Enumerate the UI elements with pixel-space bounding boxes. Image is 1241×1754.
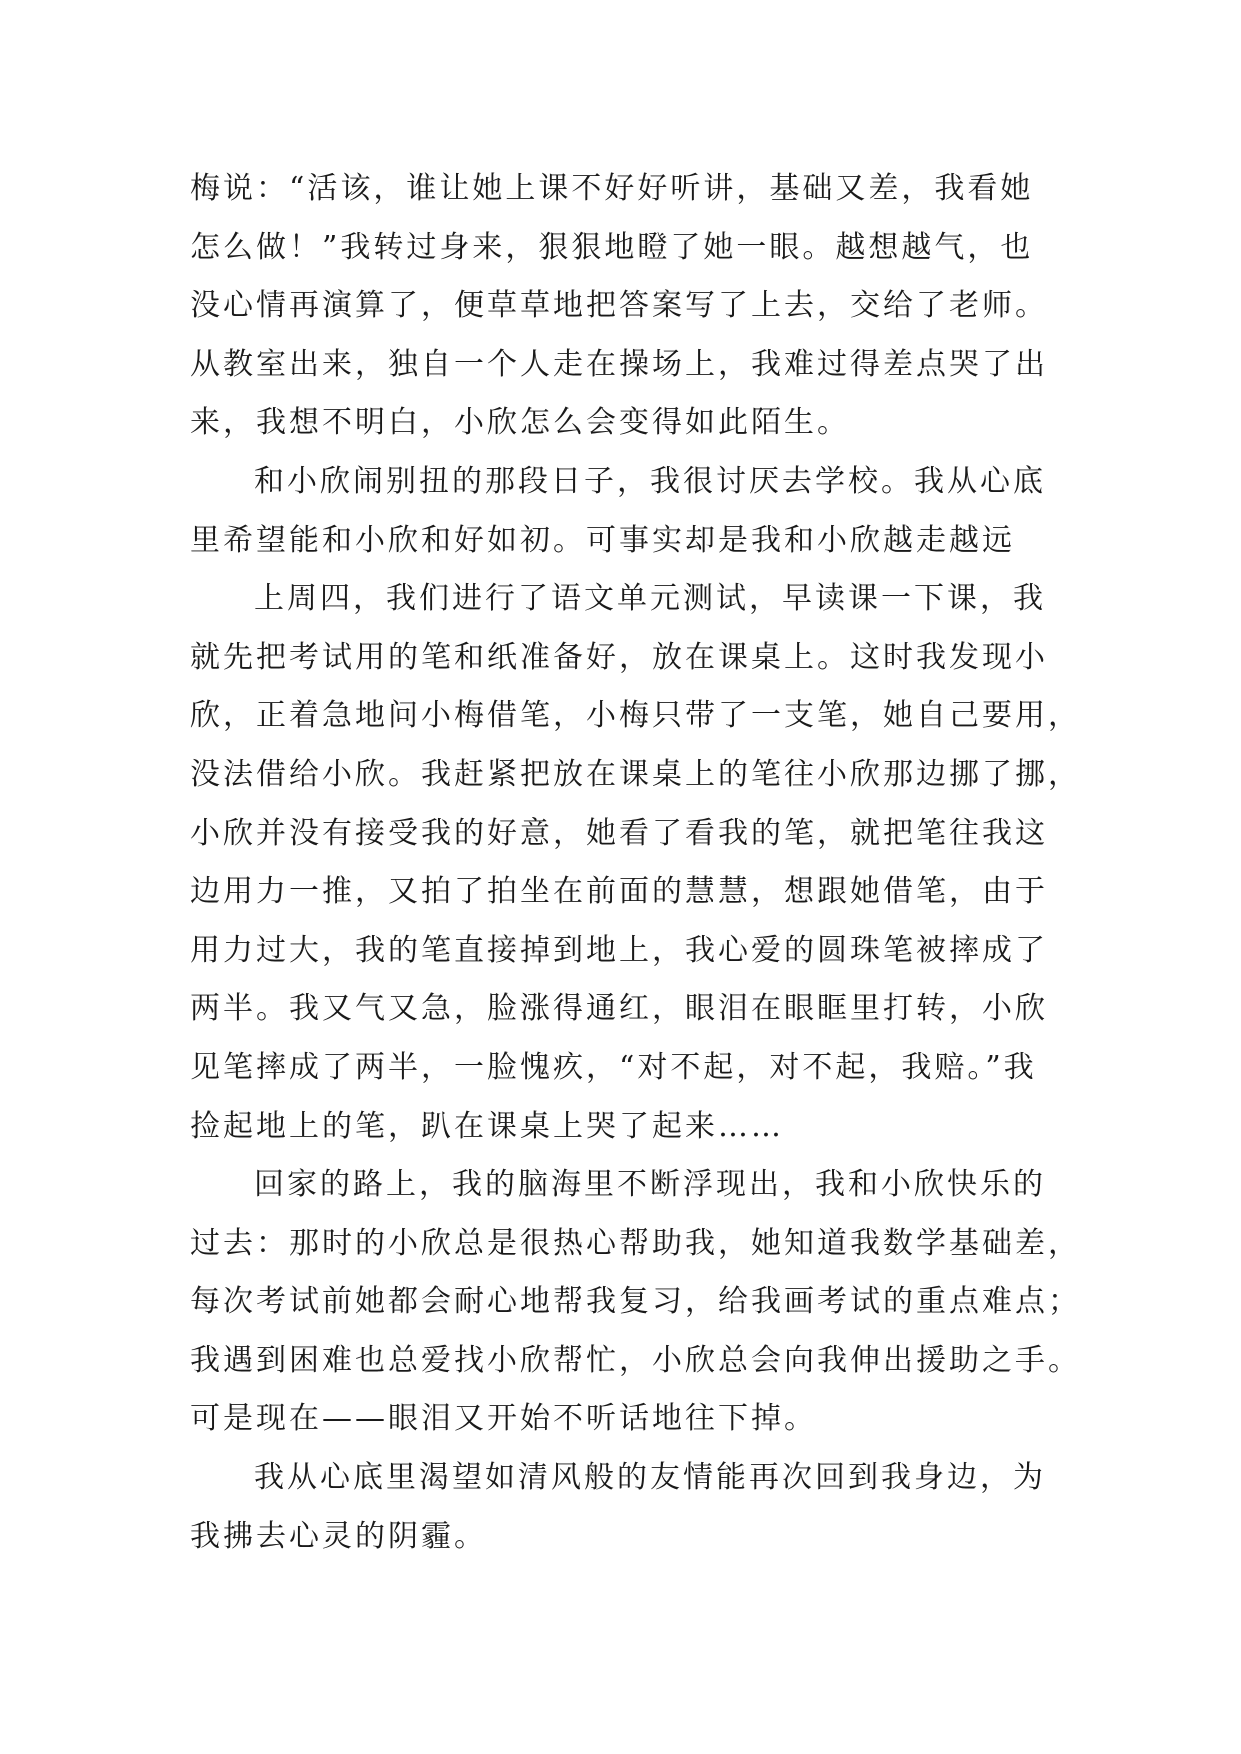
paragraph-first-line: 上周四，我们进行了语文单元测试，早读课一下课，我 (254, 581, 1046, 617)
paragraph-first-line: 回家的路上，我的脑海里不断浮现出，我和小欣快乐的 (254, 1167, 1046, 1203)
text-line: 小欣并没有接受我的好意，她看了看我的笔，就把笔往我这 (190, 815, 1048, 851)
text-line: 我拂去心灵的阴霾。 (190, 1518, 487, 1554)
paragraph-first-line: 和小欣闹别扭的那段日子，我很讨厌去学校。我从心底 (254, 463, 1046, 499)
text-line: 两半。我又气又急，脸涨得通红，眼泪在眼眶里打转，小欣 (190, 991, 1048, 1027)
text-line: 没心情再演算了，便草草地把答案写了上去，交给了老师。 (190, 288, 1048, 324)
essay-body (190, 160, 1081, 1566)
text-line: 梅说：“活该，谁让她上课不好好听讲，基础又差，我看她 (190, 171, 1034, 206)
text-line: 怎么做！”我转过身来，狠狠地瞪了她一眼。越想越气，也 (190, 229, 1034, 265)
text-line: 就先把考试用的笔和纸准备好，放在课桌上。这时我发现小 (190, 639, 1048, 675)
text-line: 每次考试前她都会耐心地帮我复习，给我画考试的重点难点； (190, 1284, 1081, 1320)
text-line: 我遇到困难也总爱找小欣帮忙，小欣总会向我伸出援助之手。 (190, 1342, 1081, 1378)
text-line: 里希望能和小欣和好如初。可事实却是我和小欣越走越远 (190, 522, 1015, 558)
text-line: 捡起地上的笔，趴在课桌上哭了起来…… (190, 1108, 784, 1144)
paragraph-first-line: 我从心底里渴望如清风般的友情能再次回到我身边，为 (254, 1460, 1046, 1496)
text-line: 过去：那时的小欣总是很热心帮助我，她知道我数学基础差， (190, 1225, 1081, 1261)
text-line: 欣，正着急地问小梅借笔，小梅只带了一支笔，她自己要用， (190, 698, 1081, 734)
text-line: 没法借给小欣。我赶紧把放在课桌上的笔往小欣那边挪了挪， (190, 756, 1081, 792)
text-line: 见笔摔成了两半，一脸愧疚，“对不起，对不起，我赔。”我 (190, 1049, 1037, 1085)
text-line: 从教室出来，独自一个人走在操场上，我难过得差点哭了出 (190, 346, 1048, 382)
text-line: 可是现在——眼泪又开始不听话地往下掉。 (190, 1401, 817, 1437)
text-line: 来，我想不明白，小欣怎么会变得如此陌生。 (190, 405, 850, 441)
text-line: 用力过大，我的笔直接掉到地上，我心爱的圆珠笔被摔成了 (190, 932, 1048, 968)
text-line: 边用力一推，又拍了拍坐在前面的慧慧，想跟她借笔，由于 (190, 874, 1048, 910)
